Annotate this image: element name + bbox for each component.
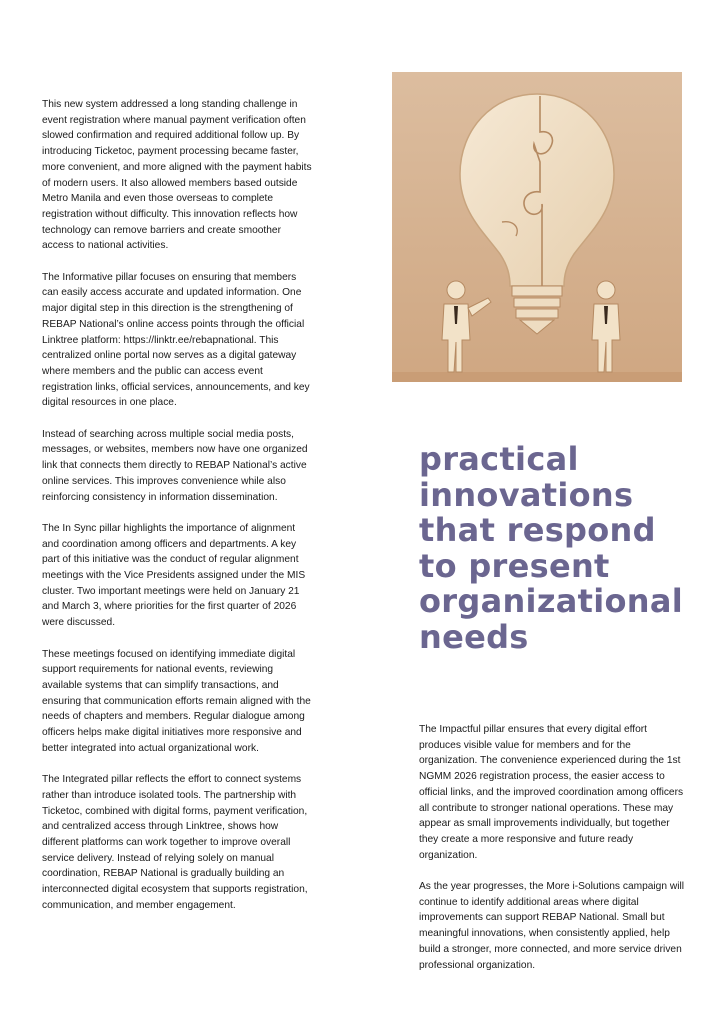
- body-paragraph: The Impactful pillar ensures that every digital effort produces visible value for members and for the organization. The convenience experienced during the 1st NGMM 2026 registration process, the easier access to official links, and the improved coordination among officers all contribute to stronger national operations. These may appear as small improvements individually, but together they create a more responsive and future ready organization.: [419, 724, 684, 861]
- body-paragraph: Instead of searching across multiple social media posts, messages, or websites, members now have one organized link that connects them directly to REBAP National’s active online services. This improves convenience while also reinforcing consistency in information dissemination.: [42, 428, 308, 503]
- pull-quote-line: innovations: [419, 475, 634, 514]
- body-paragraph: These meetings focused on identifying immediate digital support requirements for national events, reviewing available systems that can simplify transactions, and ensuring that communication efforts remain aligned with the needs of chapters and members. Regular dialogue among officers helps make digital initiatives more responsive and better integrated into actual organizational work.: [42, 648, 311, 754]
- pull-quote-line: needs: [419, 617, 529, 656]
- body-paragraph: The Informative pillar focuses on ensuring that members can easily access accurate and updated information. One major digital step in this direction is the strengthening of REBAP National’s online access points through the official Linktree platform: https://linktr.ee/rebapnational. This centralized online portal now serves as a digital gateway where members and the public can access event registration links, official services, announcements, and key digital resources in one place.: [42, 271, 310, 409]
- right-column: [419, 722, 689, 989]
- body-paragraph: The In Sync pillar highlights the importance of alignment and coordination among officers and departments. A key part of this initiative was the conduct of regular alignment meetings with the Vice Presidents assigned under the MIS cluster. Two important meetings were held on January 21 and March 3, where priorities for the first quarter of 2026 were discussed.: [42, 522, 306, 629]
- lightbulb-photo: [392, 72, 682, 382]
- pull-quote-line: organizational: [419, 582, 684, 620]
- pull-quote-line: to present: [419, 546, 610, 585]
- pull-quote: [419, 442, 719, 655]
- left-column: [42, 97, 312, 929]
- pull-quote-line: that respond: [419, 511, 656, 549]
- body-paragraph: This new system addressed a long standing challenge in event registration where manual payment verification often slowed confirmation and required additional follow up. By introducing Ticketoc, payment processing became faster, more convenient, and more aligned with the payment habits of modern users. It also allowed members based outside Metro Manila and even those overseas to complete registration without difficulty. This innovation reflects how technology can remove barriers and create smoother access to national activities.: [42, 99, 312, 252]
- body-paragraph: As the year progresses, the More i-Solutions campaign will continue to identify additional areas where digital improvements can support REBAP National. Small but meaningful innovations, when consistently applied, help build a stronger, more connected, and more service driven professional organization.: [419, 881, 684, 971]
- body-paragraph: The Integrated pillar reflects the effort to connect systems rather than introduce isolated tools. The partnership with Ticketoc, combined with digital forms, payment verification, and centralized access through Linktree, shows how different platforms can work together to improve overall service delivery. Instead of relying solely on manual coordination, REBAP National is gradually building an interconnected digital ecosystem that supports registration, communication, and member engagement.: [42, 774, 308, 911]
- lightbulb-puzzle-icon: [392, 72, 682, 382]
- pull-quote-line: practical: [419, 440, 579, 478]
